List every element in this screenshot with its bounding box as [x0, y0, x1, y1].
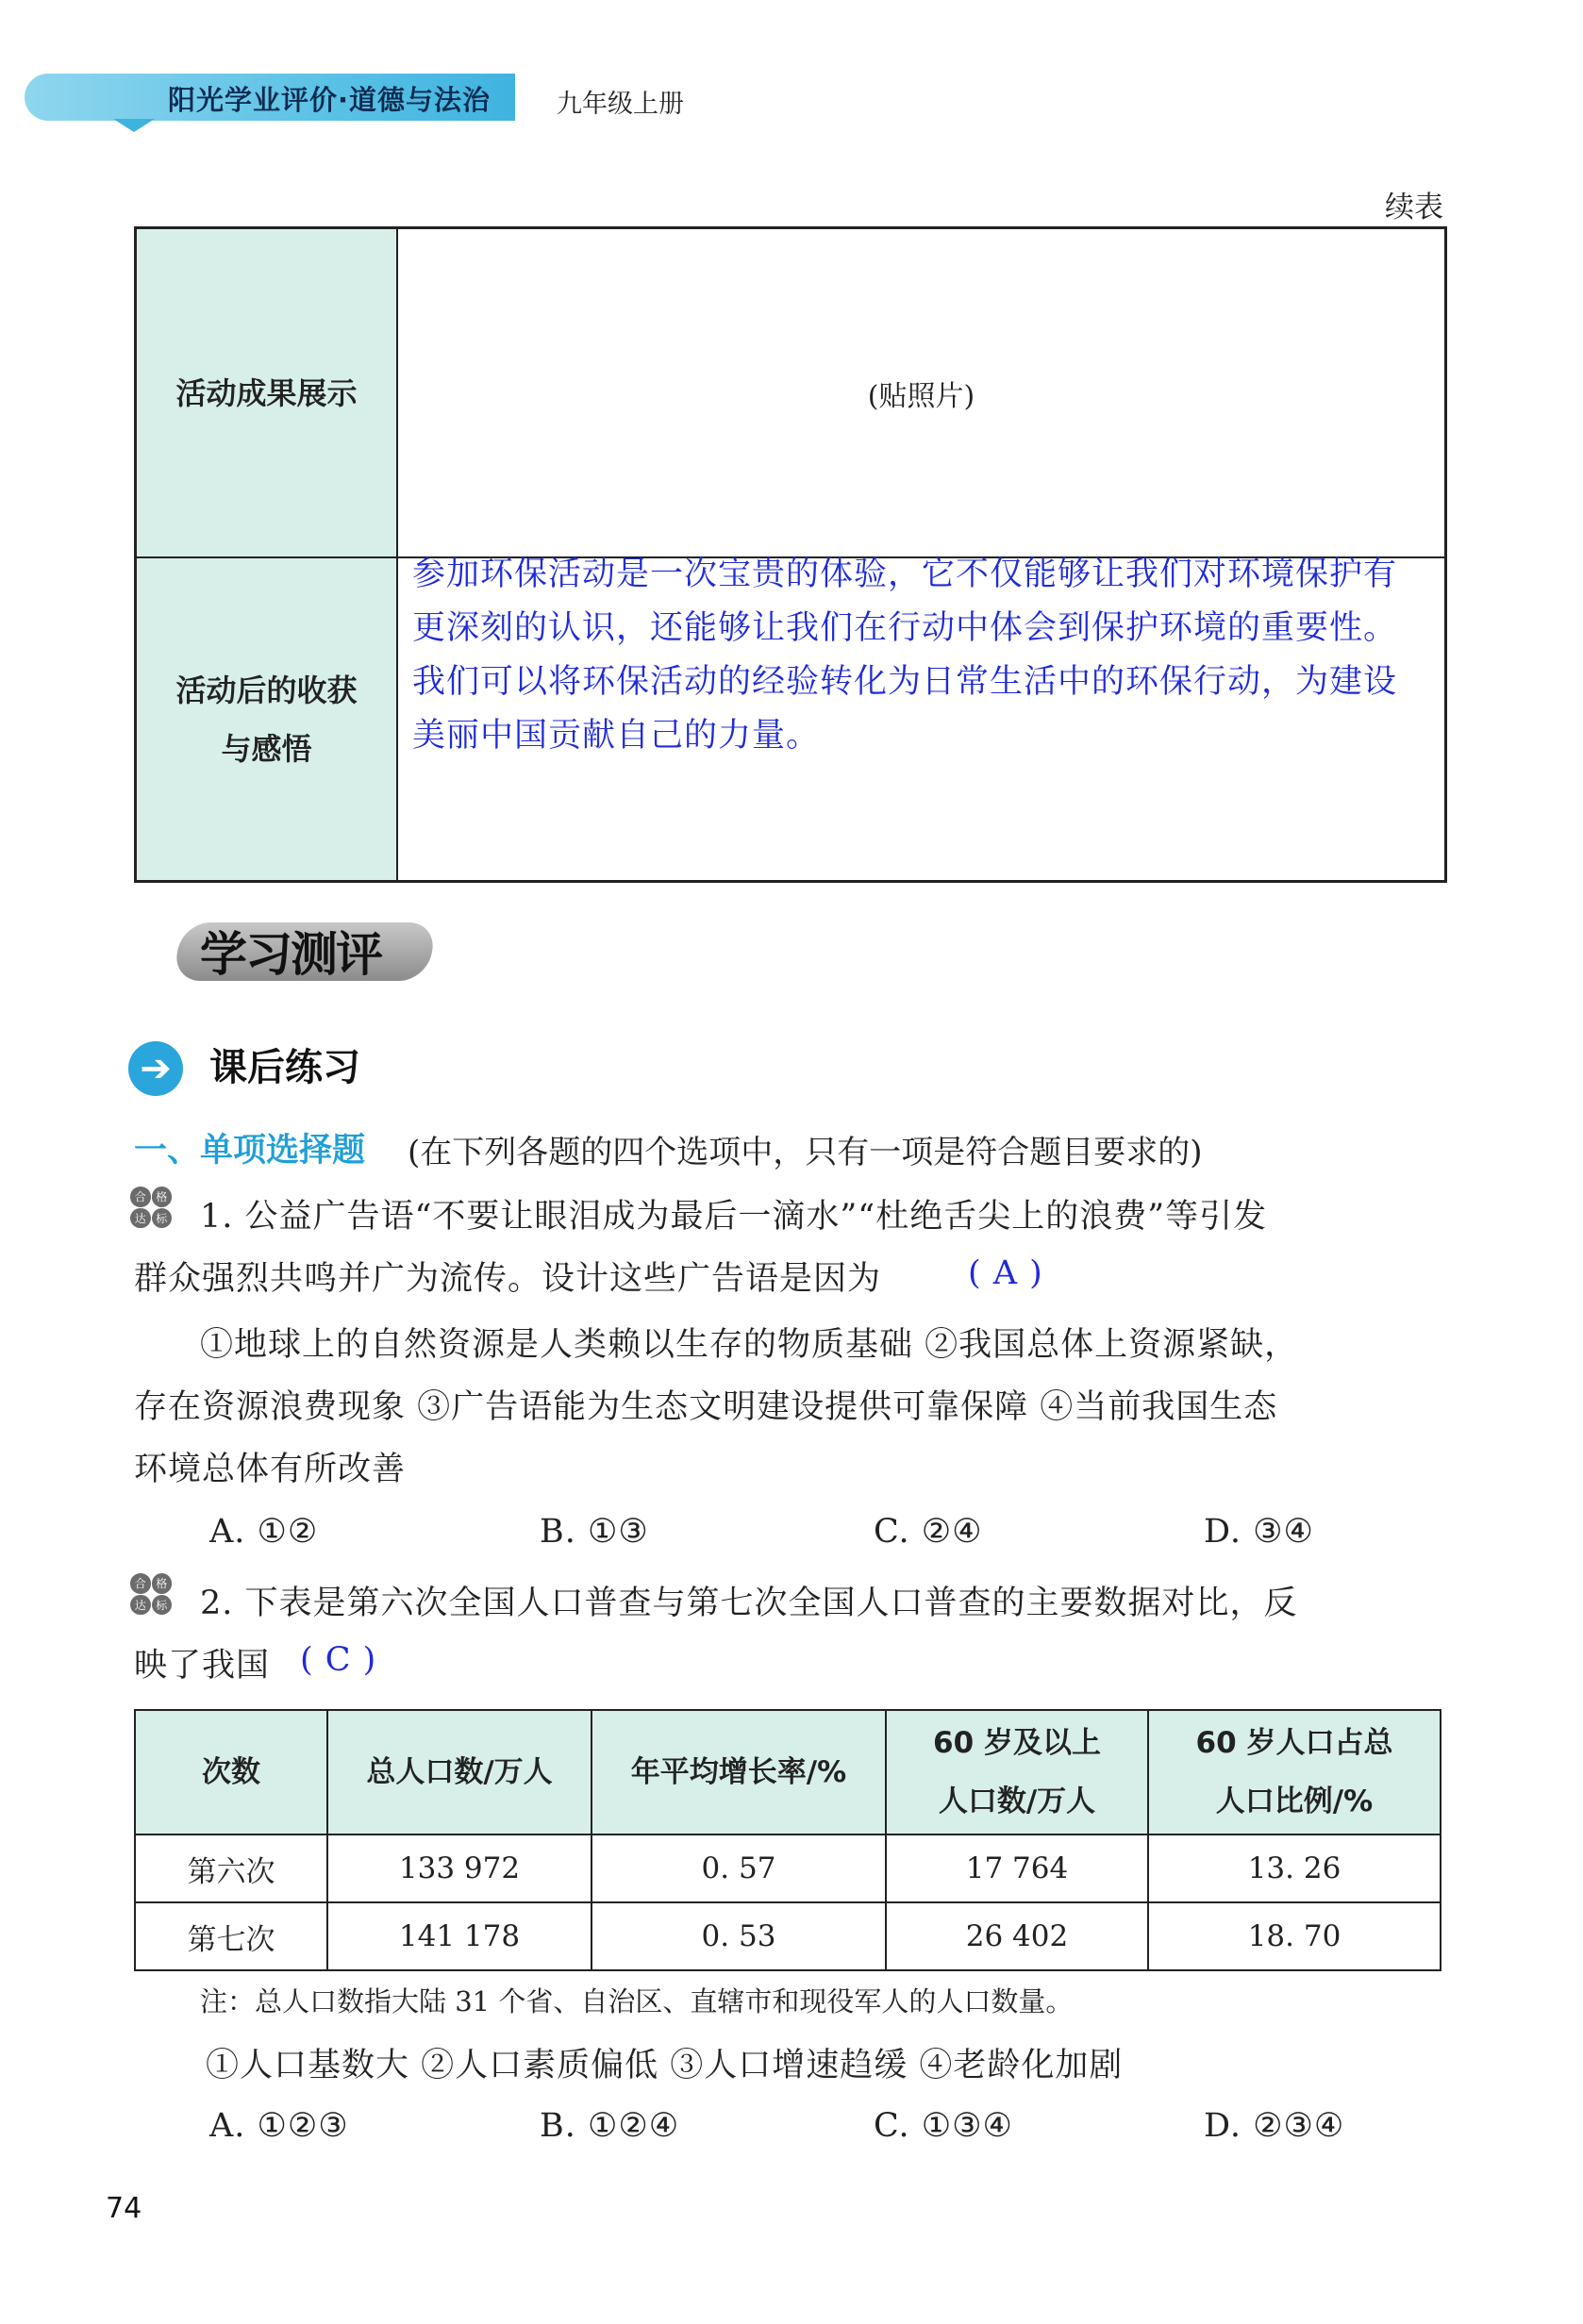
table-cell: 第七次 [135, 1902, 327, 1970]
page-number: 74 [106, 2192, 142, 2225]
grade-label: 九年级上册 [557, 90, 684, 119]
activity-reflection-label [137, 558, 398, 880]
continued-label: 续表 [1385, 191, 1443, 224]
qualified-tag-icon: 合 格 达 标 [130, 1573, 172, 1615]
q1-stem-line2: 群众强烈共鸣并广为流传。设计这些广告语是因为 [134, 1260, 882, 1298]
q1-option-a: A. ①② [209, 1513, 319, 1551]
table-cell: 141 178 [327, 1902, 592, 1970]
q2-option-b: B. ①②④ [540, 2107, 680, 2145]
q2-answer: ( C ) [300, 1641, 377, 1679]
header-ribbon-tail [113, 119, 155, 132]
q2-option-a: A. ①②③ [209, 2107, 349, 2145]
activity-table [134, 226, 1447, 883]
table-cell: 13. 26 [1148, 1834, 1441, 1902]
part-title: 一、单项选择题 [134, 1132, 366, 1170]
section-title: 课后练习 [209, 1046, 360, 1089]
header-60-ratio [1148, 1710, 1441, 1834]
header-growth-rate: 年平均增长率/% [592, 1710, 886, 1834]
q2-stem-line1: 2. 下表是第六次全国人口普查与第七次全国人口普查的主要数据对比，反 [200, 1585, 1298, 1622]
table-cell: 0. 57 [592, 1834, 886, 1902]
table-cell: 0. 53 [592, 1902, 886, 1970]
header-total-population: 总人口数/万人 [327, 1710, 592, 1834]
table-row [135, 1902, 1441, 1970]
q1-statement-line1: ①地球上的自然资源是人类赖以生存的物质基础 ②我国总体上资源紧缺， [200, 1326, 1299, 1364]
assessment-badge-text: 学习测评 [200, 927, 381, 982]
header-60-plus-line1: 60 岁及以上 [933, 1726, 1101, 1760]
header-60-plus-population [886, 1710, 1148, 1834]
table-cell: 26 402 [886, 1902, 1148, 1970]
photo-placeholder: (贴照片) [867, 379, 975, 413]
part-note: (在下列各题的四个选项中，只有一项是符合题目要求的) [408, 1134, 1203, 1171]
qualified-tag-icon: 合 格 达 标 [130, 1187, 172, 1228]
reflection-answer: 参加环保活动是一次宝贵的体验，它不仅能够让我们对环境保护有更深刻的认识，还能够让我们在行动中体会到保护环境的重要性。我们可以将环保活动的经验转化为日常生活中的环保行动，为建设美丽中国贡献自己的力量。 [412, 556, 1398, 755]
header-times: 次数 [135, 1710, 327, 1834]
activity-result-label-text: 活动成果展示 [175, 374, 358, 411]
census-header-row [135, 1710, 1441, 1834]
q2-option-c: C. ①③④ [874, 2107, 1013, 2145]
q2-stem-line2: 映了我国 [134, 1647, 271, 1685]
q1-option-c: C. ②④ [874, 1513, 983, 1551]
q1-statement-line2: 存在资源浪费现象 ③广告语能为生态文明建设提供可靠保障 ④当前我国生态 [134, 1388, 1278, 1426]
header-60-ratio-line2: 人口比例/% [1215, 1784, 1374, 1818]
table-row [135, 1834, 1441, 1902]
q1-stem-line1: 1. 公益广告语“不要让眼泪成为最后一滴水”“杜绝舌尖上的浪费”等引发 [200, 1198, 1268, 1236]
table-cell: 133 972 [327, 1834, 592, 1902]
table-cell: 第六次 [135, 1834, 327, 1902]
q2-statements: ①人口基数大 ②人口素质偏低 ③人口增速趋缓 ④老龄化加剧 [206, 2047, 1124, 2084]
table-footnote: 注：总人口数指大陆 31 个省、自治区、直辖市和现役军人的人口数量。 [200, 1985, 1074, 2017]
reflection-label-line2: 与感悟 [221, 730, 312, 767]
census-table [134, 1709, 1441, 1971]
table-cell: 17 764 [886, 1834, 1148, 1902]
q1-option-b: B. ①③ [540, 1513, 649, 1551]
header-60-plus-line2: 人口数/万人 [938, 1784, 1096, 1818]
q1-option-d: D. ③④ [1204, 1513, 1314, 1551]
reflection-label-line1: 活动后的收获 [175, 672, 358, 708]
q1-answer: ( A ) [968, 1254, 1043, 1292]
header-60-ratio-line1: 60 岁人口占总 [1195, 1726, 1393, 1760]
q1-statement-line3: 环境总体有所改善 [134, 1451, 407, 1488]
series-title: 阳光学业评价·道德与法治 [168, 84, 492, 116]
table-cell: 18. 70 [1148, 1902, 1441, 1970]
arrow-right-icon: ➔ [128, 1041, 183, 1096]
activity-result-label [137, 229, 398, 556]
q2-option-d: D. ②③④ [1204, 2107, 1345, 2145]
